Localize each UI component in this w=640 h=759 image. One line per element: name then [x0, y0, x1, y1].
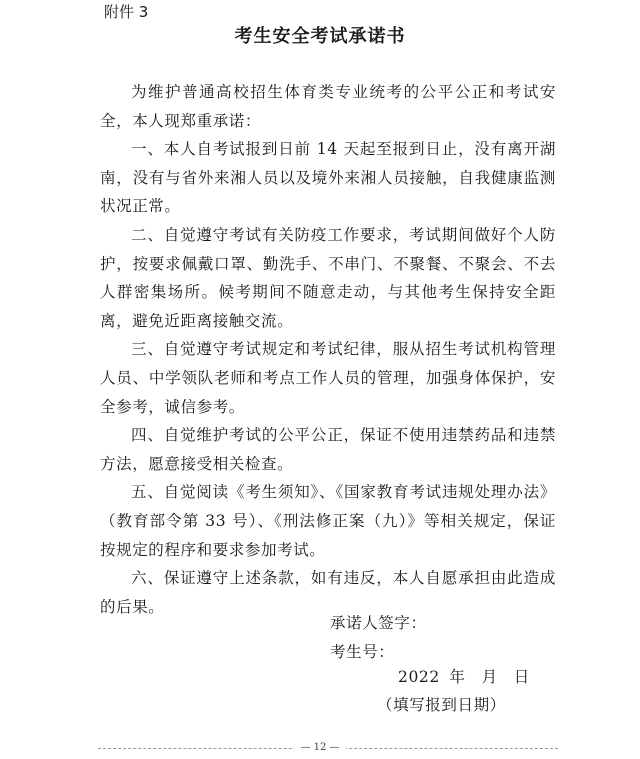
attachment-label: 附件 3 [104, 3, 149, 21]
clause-1: 一、本人自考试报到日前 14 天起至报到日止，没有离开湖南，没有与省外来湘人员以及境外来湘人员接触，自我健康监测状况正常。 [100, 140, 556, 216]
clause-2: 二、自觉遵守考试有关防疫工作要求，考试期间做好个人防护，按要求佩戴口罩、勤洗手、不串门、不聚餐、不聚会、不去人群密集场所。候考期间不随意走动，与其他考生保持安全距离，避免近距离接触交流。 [100, 225, 556, 330]
signer-label: 承诺人签字： [330, 614, 427, 632]
clause-6: 六、保证遵守上述条款，如有违反，本人自愿承担由此造成的后果。 [100, 569, 556, 616]
intro-paragraph: 为维护普通高校招生体育类专业统考的公平公正和考试安全，本人现郑重承诺： [100, 83, 556, 130]
clause-4: 四、自觉维护考试的公平公正，保证不使用违禁药品和违禁方法，愿意接受相关检查。 [100, 426, 556, 473]
page-number-text: — 12 — [294, 742, 345, 753]
clause-3: 三、自觉遵守考试规定和考试纪律，服从招生考试机构管理人员、中学领队老师和考点工作人员的管理，加强身体保护，安全参考，诚信参考。 [100, 340, 556, 416]
signature-date: 2022 年 月 日 [398, 668, 530, 686]
commitment-body [100, 78, 556, 621]
page-number [0, 741, 640, 755]
clause-5: 五、自觉阅读《考生须知》、《国家教育考试违规处理办法》（教育部令第 33 号）、《刑法修正案（九）》等相关规定，保证按规定的程序和要求参加考试。 [100, 483, 556, 559]
document-title: 考生安全考试承诺书 [234, 26, 406, 47]
exam-number-label: 考生号： [330, 643, 395, 661]
date-note: （填写报到日期） [377, 696, 506, 714]
